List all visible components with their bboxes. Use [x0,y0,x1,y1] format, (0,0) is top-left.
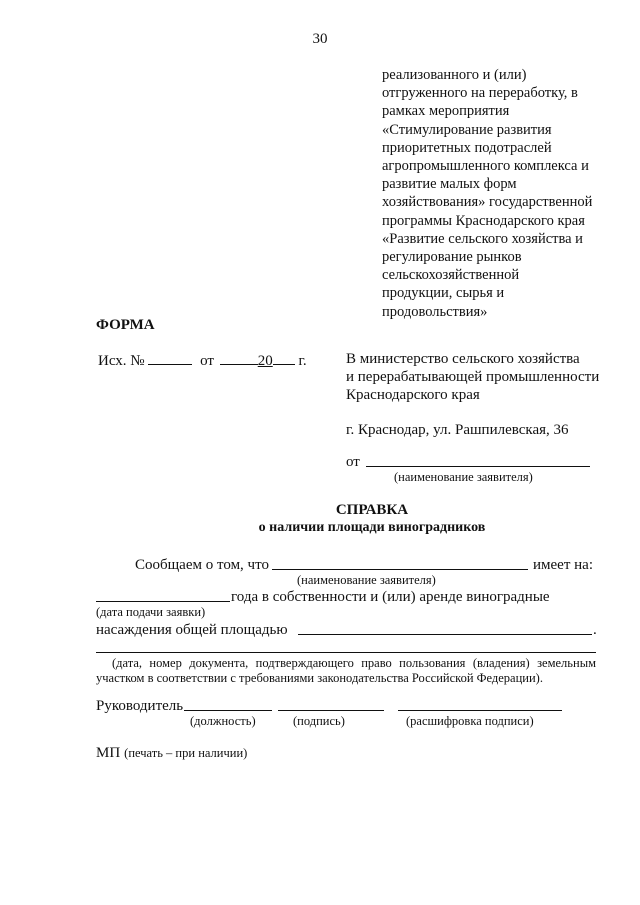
applicant-field[interactable] [272,569,528,570]
ref-g: г. [298,353,307,369]
header-line: приоритетных подотраслей [382,139,552,156]
document-subtitle: о наличии площади виноградников [258,520,486,535]
header-line: развитие малых форм [382,176,517,193]
addressee-line1: В министерство сельского хозяйства [346,351,580,367]
caption-date: (дата подачи заявки) [96,605,206,619]
ref-ot: от [200,353,214,369]
body-line3-text: насаждения общей площадью [96,622,288,638]
addressee-line3: Краснодарского края [346,387,480,403]
header-line: агропромышленного комплекса и [382,158,589,175]
caption-signature: (подпись) [293,714,345,728]
stamp-label: МП [96,745,121,761]
body-line1-start: Сообщаем о том, что [135,557,269,573]
ref-prefix: Исх. № [98,353,145,369]
page-number: 30 [312,31,328,47]
document-field[interactable] [96,652,596,653]
ref-date-field[interactable] [220,350,258,365]
ref-year-field[interactable] [273,350,295,365]
header-line: сельскохозяйственной [382,267,520,284]
from-caption: (наименование заявителя) [394,470,533,484]
header-line: программы Краснодарского края [382,212,585,229]
header-line: «Стимулирование развития [382,121,552,138]
header-line: хозяйствования» государственной [382,194,593,211]
signature-label: Руководитель [96,698,184,714]
header-line: регулирование рынков [382,249,522,266]
date-field[interactable] [96,601,230,602]
header-line: рамках мероприятия [382,103,510,120]
document-title: СПРАВКА [335,502,409,518]
header-line: продукции, сырья и [382,285,505,302]
signature-field[interactable] [278,710,384,711]
position-field[interactable] [184,710,272,711]
ref-number-field[interactable] [148,350,192,365]
ref-year: 20 [257,353,273,369]
stamp-note: (печать – при наличии) [124,746,248,760]
caption-document: (дата, номер документа, подтверждающего право пользования (владения) земельным участком в соответствии с требованиями законодательства Российской Федерации). [96,656,596,685]
body-line2-text: года в собственности и (или) аренде виноградные [231,589,550,605]
form-label: ФОРМА [96,317,155,333]
stamp-line [96,744,247,762]
body-line3-end: . [593,622,597,638]
caption-applicant: (наименование заявителя) [297,573,436,587]
header-line: отгруженного на переработку, в [382,85,578,102]
applicant-name-field[interactable] [366,466,590,467]
appendix-header [382,66,612,321]
caption-position: (должность) [190,714,256,728]
header-line: реализованного и (или) [382,67,527,83]
reference-line [98,350,307,370]
caption-decode: (расшифровка подписи) [406,714,534,728]
body-line1-end: имеет на: [533,557,593,573]
addressee-line2: и перерабатывающей промышленности [346,369,600,385]
area-field[interactable] [298,634,592,635]
header-line: «Развитие сельского хозяйства и [382,230,583,247]
from-label: от [346,454,360,470]
header-line: продовольствия» [382,303,488,320]
decode-field[interactable] [398,710,562,711]
addressee-address: г. Краснодар, ул. Рашпилевская, 36 [346,422,569,438]
